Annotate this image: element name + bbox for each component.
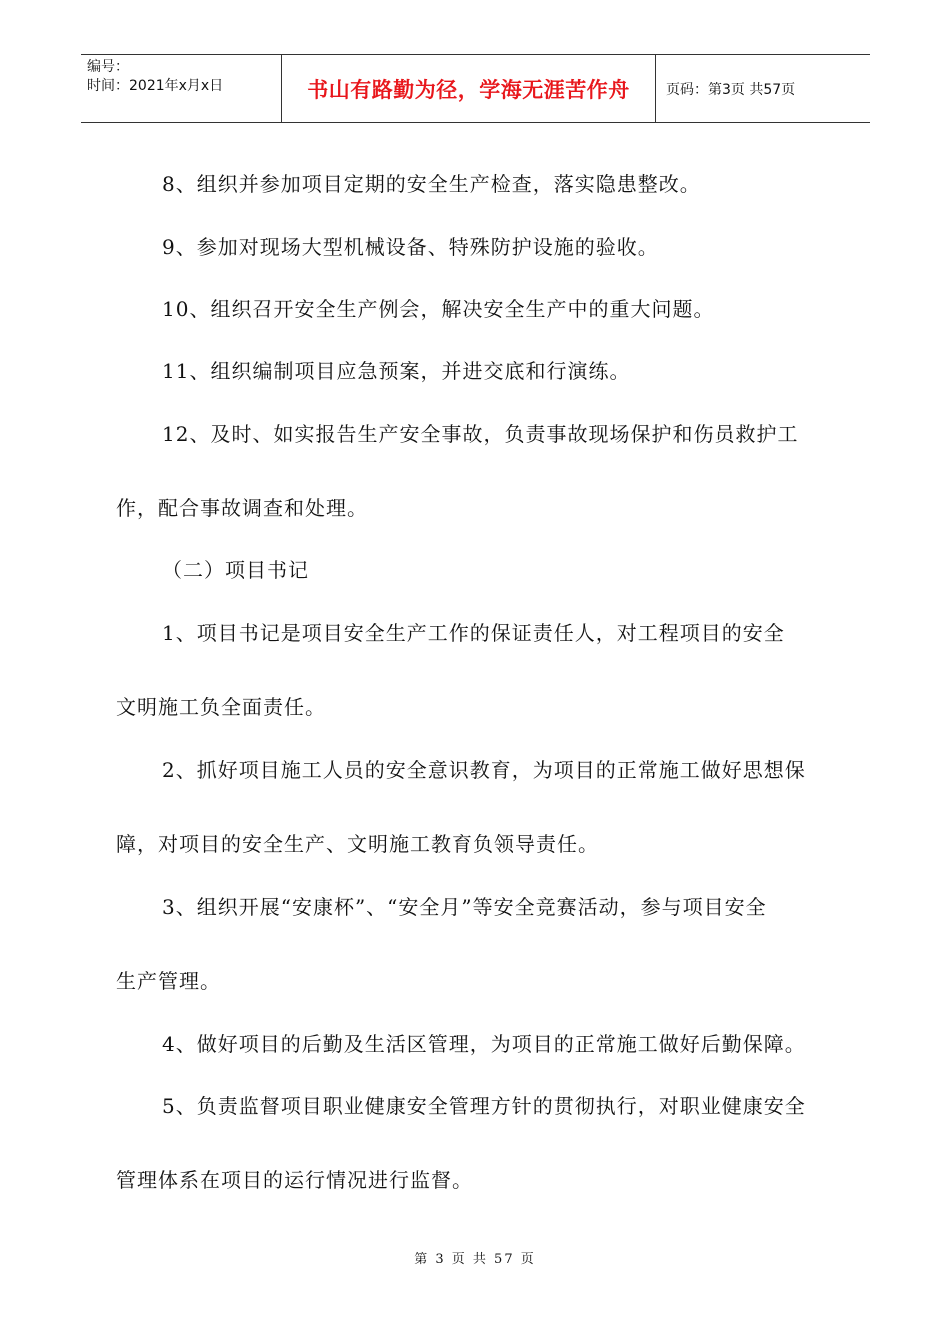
header-motto-cell xyxy=(282,55,656,122)
header-meta-cell xyxy=(81,55,282,122)
paragraph-line: 10、组织召开安全生产例会，解决安全生产中的重大问题。 xyxy=(162,297,715,321)
paragraph-line: 11、组织编制项目应急预案，并进交底和行演练。 xyxy=(162,359,631,383)
paragraph-line: 2、抓好项目施工人员的安全意识教育，为项目的正常施工做好思想保 xyxy=(162,758,806,782)
header-page-info: 页码：第3页 共57页 xyxy=(666,81,796,98)
paragraph-line: 9、参加对现场大型机械设备、特殊防护设施的验收。 xyxy=(162,235,659,259)
paragraph-line: 4、做好项目的后勤及生活区管理，为项目的正常施工做好后勤保障。 xyxy=(162,1032,806,1056)
page-header xyxy=(81,54,870,123)
page-footer: 第 3 页 共 57 页 xyxy=(414,1252,536,1267)
paragraph-line: 作，配合事故调查和处理。 xyxy=(116,496,368,520)
paragraph-line: 生产管理。 xyxy=(116,969,221,993)
header-motto: 书山有路勤为径，学海无涯苦作舟 xyxy=(307,77,630,102)
document-number-label: 编号： xyxy=(87,59,129,75)
document-date: 时间：2021年x月x日 xyxy=(87,78,224,94)
paragraph-line: 3、组织开展“安康杯”、“安全月”等安全竞赛活动，参与项目安全 xyxy=(162,895,767,919)
section-heading: （二）项目书记 xyxy=(162,558,309,582)
paragraph-line: 5、负责监督项目职业健康安全管理方针的贯彻执行，对职业健康安全 xyxy=(162,1094,806,1118)
paragraph-line: 8、组织并参加项目定期的安全生产检查，落实隐患整改。 xyxy=(162,172,701,196)
header-page-cell xyxy=(656,55,870,122)
paragraph-line: 12、及时、如实报告生产安全事故，负责事故现场保护和伤员救护工 xyxy=(162,422,799,446)
paragraph-line: 文明施工负全面责任。 xyxy=(116,695,326,719)
paragraph-line: 障，对项目的安全生产、文明施工教育负领导责任。 xyxy=(116,832,599,856)
paragraph-line: 1、项目书记是项目安全生产工作的保证责任人，对工程项目的安全 xyxy=(162,621,785,645)
paragraph-line: 管理体系在项目的运行情况进行监督。 xyxy=(116,1168,473,1192)
